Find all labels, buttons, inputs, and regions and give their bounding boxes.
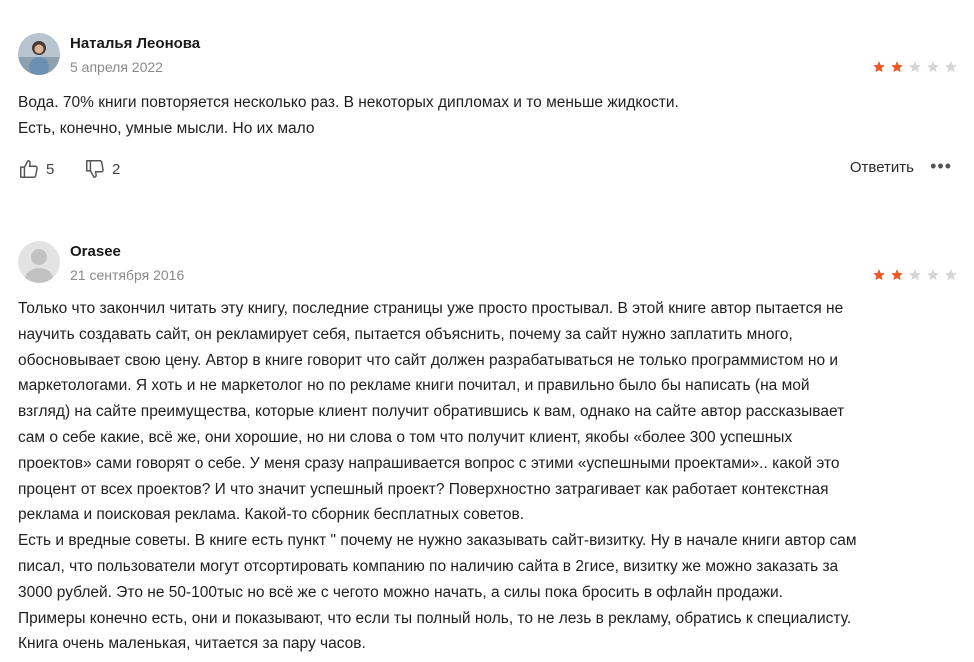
review-text-line: взгляд) на сайте преимущества, которые клиент получит обратившись к вам, однако на сайте автор рассказывает bbox=[18, 403, 845, 421]
dislike-button[interactable] bbox=[84, 158, 120, 180]
review-text bbox=[18, 296, 963, 657]
reply-button[interactable]: Ответить bbox=[849, 159, 914, 176]
review-text-line: Только что закончил читать эту книгу, последние страницы уже просто простывал. В этой книге автор пытается не bbox=[18, 300, 844, 317]
star-icon bbox=[926, 268, 940, 282]
review-text-line: писал, что пользователи могут отсортировать компанию по наличию сайта в 2гисе, визитку же можно заказать за bbox=[18, 557, 839, 575]
review-actions bbox=[0, 154, 974, 184]
star-icon bbox=[926, 60, 940, 74]
rating-stars bbox=[872, 60, 958, 74]
star-icon bbox=[872, 60, 886, 74]
review-header bbox=[0, 28, 974, 80]
review-text-line: проектов» сами говорят о себе. У меня сразу напрашивается вопрос с этими «успешными проектами».. какой это bbox=[18, 454, 840, 472]
review-text-line: сам о себе какие, всё же, они хорошие, но ни слова о том что получит клиент, якобы «более 300 успешных bbox=[18, 428, 793, 446]
review-text-line: Есть и вредные советы. В книге есть пункт " почему не нужно заказывать сайт-визитку. Ну в начале книги автор сам bbox=[18, 532, 857, 550]
star-icon bbox=[908, 268, 922, 282]
review-text-line: маркетологами. Я хоть и не маркетолог но по рекламе книги почитал, и правильно было бы написать (на мой bbox=[18, 377, 810, 395]
thumb-down-icon bbox=[84, 158, 106, 180]
review-text-line: процент от всех проектов? И что значит успешный проект? Поверхностно затрагивает как работает контекстная bbox=[18, 480, 829, 498]
review-card bbox=[0, 236, 974, 653]
star-icon bbox=[890, 60, 904, 74]
thumb-up-icon bbox=[18, 158, 40, 180]
review-date: 21 сентября 2016 bbox=[70, 267, 185, 283]
review-text-line: 3000 рублей. Это не 50-100тыс но всё же с чегото можно начать, а силы пока бросить в офлайн продажи. bbox=[18, 583, 783, 601]
avatar[interactable] bbox=[18, 241, 60, 283]
review-header bbox=[0, 236, 974, 288]
star-icon bbox=[908, 60, 922, 74]
review-text-line: Книга очень маленькая, читается за пару часов. bbox=[18, 635, 366, 653]
dislike-count: 2 bbox=[112, 160, 121, 178]
like-button[interactable] bbox=[18, 158, 54, 180]
avatar[interactable] bbox=[18, 33, 60, 75]
review-text-line: научить создавать сайт, он рекламирует себя, пытается объяснить, почему за сайт нужно заплатить много, bbox=[18, 325, 793, 343]
star-icon bbox=[890, 268, 904, 282]
more-dots-icon[interactable]: ••• bbox=[930, 156, 952, 176]
star-icon bbox=[944, 60, 958, 74]
star-icon bbox=[872, 268, 886, 282]
author-name[interactable]: Наталья Леонова bbox=[70, 35, 201, 52]
review-text-line: реклама и поисковая реклама. Какой-то сборник бесплатных советов. bbox=[18, 506, 525, 524]
review-text-line: Есть, конечно, умные мысли. Но их мало bbox=[18, 119, 315, 137]
review-text-line: обосновывает свою цену. Автор в книге говорит что сайт должен разрабатываться не только программистом но и bbox=[18, 351, 839, 369]
review-text bbox=[18, 90, 963, 142]
star-icon bbox=[944, 268, 958, 282]
review-text-line: Примеры конечно есть, они и показывают, что если ты полный ноль, то не лезь в рекламу, обратись к специалисту. bbox=[18, 609, 852, 627]
like-count: 5 bbox=[46, 160, 55, 178]
rating-stars bbox=[872, 268, 958, 282]
review-card bbox=[0, 28, 974, 178]
author-name[interactable]: Orasee bbox=[70, 243, 121, 260]
review-date: 5 апреля 2022 bbox=[70, 59, 163, 75]
review-text-line: Вода. 70% книги повторяется несколько раз. В некоторых дипломах и то меньше жидкости. bbox=[18, 94, 679, 111]
